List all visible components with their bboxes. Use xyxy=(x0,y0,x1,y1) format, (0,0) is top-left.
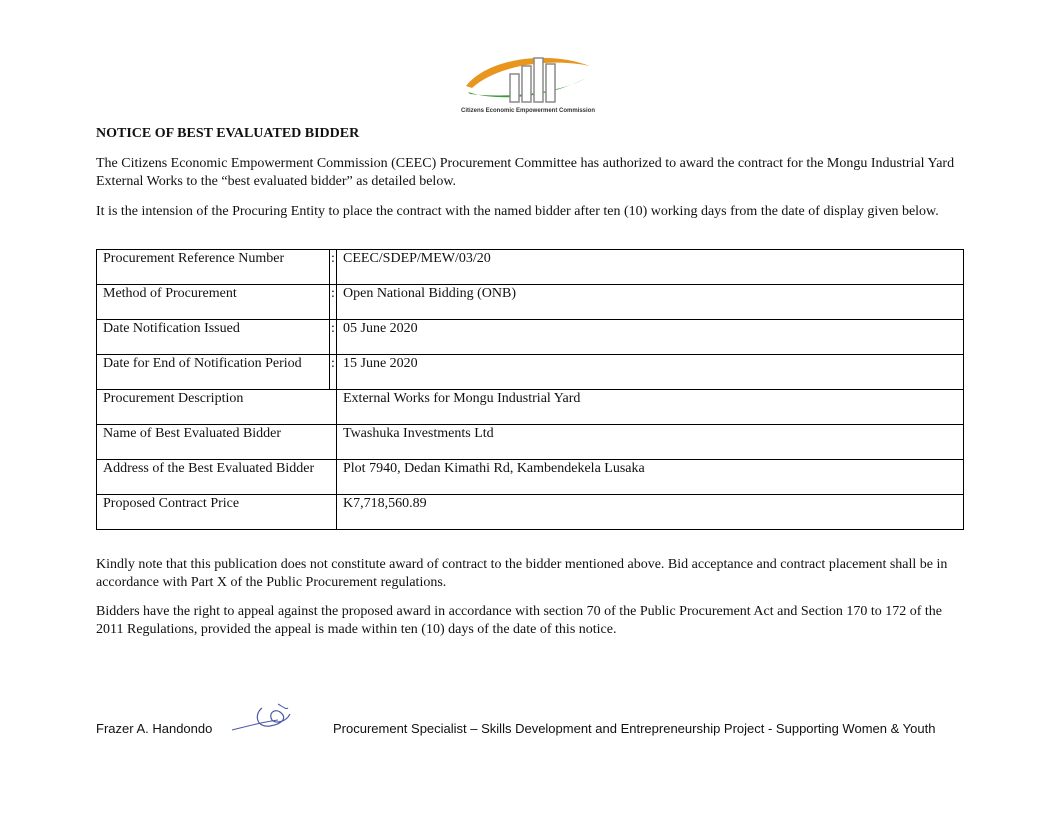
table-row xyxy=(97,425,964,460)
row-label: Date Notification Issued xyxy=(97,320,330,355)
signature-icon xyxy=(228,700,298,736)
row-label: Address of the Best Evaluated Bidder xyxy=(97,460,337,495)
bid-details-table xyxy=(96,249,964,530)
handwritten-signature xyxy=(228,700,298,736)
logo-emblem-icon xyxy=(458,48,598,108)
table-row xyxy=(97,495,964,530)
row-separator: : xyxy=(330,250,337,285)
disclaimer-paragraph: Kindly note that this publication does not constitute award of contract to the bidder mentioned above. Bid acceptance and contract placement shall be in accordance with Part X of the Public Procurement regulations. xyxy=(96,557,948,590)
table-row xyxy=(97,285,964,320)
row-label: Proposed Contract Price xyxy=(97,495,337,530)
row-value: 05 June 2020 xyxy=(337,320,964,355)
row-label: Method of Procurement xyxy=(97,285,330,320)
table-row xyxy=(97,355,964,390)
row-value: Twashuka Investments Ltd xyxy=(337,425,964,460)
table-row xyxy=(97,460,964,495)
row-value: K7,718,560.89 xyxy=(337,495,964,530)
appeal-paragraph: Bidders have the right to appeal against the proposed award in accordance with section 70 of the Public Procurement Act and Section 170 to 172 of the 2011 Regulations, provided the appeal is made within ten (10) days of the date of this notice. xyxy=(96,604,942,637)
row-separator: : xyxy=(330,320,337,355)
row-label: Procurement Reference Number xyxy=(97,250,330,285)
signatory-name: Frazer A. Handondo xyxy=(96,721,213,736)
row-label: Date for End of Notification Period xyxy=(97,355,330,390)
row-label: Procurement Description xyxy=(97,390,337,425)
row-value: Plot 7940, Dedan Kimathi Rd, Kambendekela Lusaka xyxy=(337,460,964,495)
row-separator: : xyxy=(330,355,337,390)
intro-paragraph: The Citizens Economic Empowerment Commission (CEEC) Procurement Committee has authorized to award the contract for the Mongu Industrial Yard External Works to the “best evaluated bidder” as detailed below. xyxy=(96,156,955,189)
intention-paragraph: It is the intension of the Procuring Entity to place the contract with the named bidder after ten (10) working days from the date of display given below. xyxy=(96,204,939,219)
table-row xyxy=(97,320,964,355)
ceec-logo xyxy=(458,48,598,120)
signatory-title: Procurement Specialist – Skills Development and Entrepreneurship Project - Supporting Women & Youth xyxy=(333,721,936,736)
row-value: CEEC/SDEP/MEW/03/20 xyxy=(337,250,964,285)
row-value: External Works for Mongu Industrial Yard xyxy=(337,390,964,425)
table-row xyxy=(97,390,964,425)
row-value: 15 June 2020 xyxy=(337,355,964,390)
notice-title: NOTICE OF BEST EVALUATED BIDDER xyxy=(96,126,360,141)
row-separator: : xyxy=(330,285,337,320)
table-row xyxy=(97,250,964,285)
logo-org-text: Citizens Economic Empowerment Commission xyxy=(460,108,596,114)
row-label: Name of Best Evaluated Bidder xyxy=(97,425,337,460)
row-value: Open National Bidding (ONB) xyxy=(337,285,964,320)
